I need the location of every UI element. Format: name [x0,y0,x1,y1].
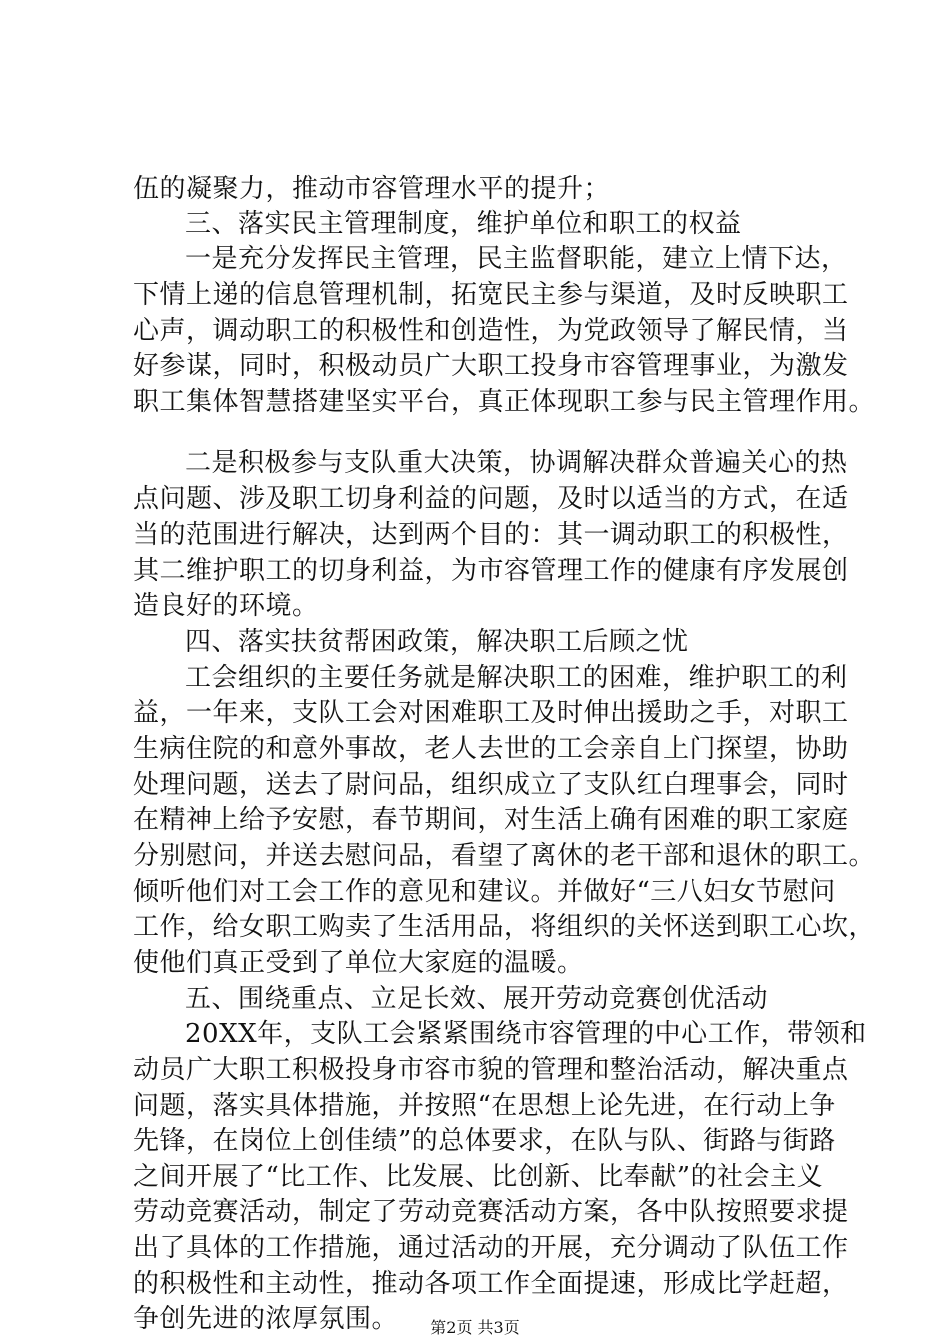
text-line: 分别慰问，并送去慰问品，看望了离休的老干部和退休的职工。 [133,841,876,871]
text-line: 心声，调动职工的积极性和创造性，为党政领导了解民情，当 [133,316,849,346]
section-heading: 三、落实民主管理制度，维护单位和职工的权益 [185,209,742,239]
text-line: 二是积极参与支队重大决策，协调解决群众普遍关心的热 [185,448,848,478]
text-line: 动员广大职工积极投身市容市貌的管理和整治活动，解决重点 [133,1055,849,1085]
text-line: 问题，落实具体措施，并按照“在思想上论先进，在行动上争 [133,1091,836,1121]
text-line: 处理问题，送去了尉问品，组织成立了支队红白理事会，同时 [133,770,849,800]
section-heading: 四、落实扶贫帮困政策，解决职工后顾之忧 [185,627,689,657]
text-line: 生病住院的和意外事故，老人去世的工会亲自上门探望，协助 [133,734,849,764]
text-line: 点问题、涉及职工切身利益的问题，及时以适当的方式，在适 [133,484,849,514]
text-line: 之间开展了“比工作、比发展、比创新、比奉献”的社会主义 [133,1162,824,1192]
text-line: 20XX年，支队工会紧紧围绕市容管理的中心工作，带领和 [185,1019,867,1049]
text-line: 出了具体的工作措施，通过活动的开展，充分调动了队伍工作 [133,1233,849,1263]
text-line: 争创先进的浓厚氛围。 [133,1304,399,1334]
text-line: 好参谋，同时，积极动员广大职工投身市容管理事业，为激发 [133,351,849,381]
text-line: 工作，给女职工购卖了生活用品，将组织的关怀送到职工心坎， [133,912,876,942]
text-line: 其二维护职工的切身利益，为市容管理工作的健康有序发展创 [133,556,849,586]
text-line: 工会组织的主要任务就是解决职工的困难，维护职工的利 [185,663,848,693]
section-heading: 五、围绕重点、立足长效、展开劳动竞赛创优活动 [185,984,769,1014]
text-line: 先锋，在岗位上创佳绩”的总体要求，在队与队、街路与街路 [133,1126,836,1156]
text-line: 使他们真正受到了单位大家庭的温暖。 [133,948,584,978]
text-line: 造良好的环境。 [133,591,319,621]
text-line: 职工集体智慧搭建坚实平台，真正体现职工参与民主管理作用。 [133,387,876,417]
text-line: 劳动竞赛活动，制定了劳动竞赛活动方案，各中队按照要求提 [133,1197,849,1227]
text-line: 的积极性和主动性，推动各项工作全面提速，形成比学赶超， [133,1269,849,1299]
text-line: 下情上递的信息管理机制，拓宽民主参与渠道，及时反映职工 [133,280,849,310]
page-number-footer: 第2页 共3页 [430,1318,520,1337]
text-line: 一是充分发挥民主管理，民主监督职能，建立上情下达， [185,244,848,274]
text-line: 当的范围进行解决，达到两个目的：其一调动职工的积极性， [133,520,849,550]
text-line: 在精神上给予安慰，春节期间，对生活上确有困难的职工家庭 [133,805,849,835]
text-line: 益，一年来，支队工会对困难职工及时伸出援助之手，对职工 [133,698,849,728]
text-line: 伍的凝聚力，推动市容管理水平的提升； [133,174,611,204]
text-line: 倾听他们对工会工作的意见和建议。并做好“三八妇女节慰问 [133,877,836,907]
